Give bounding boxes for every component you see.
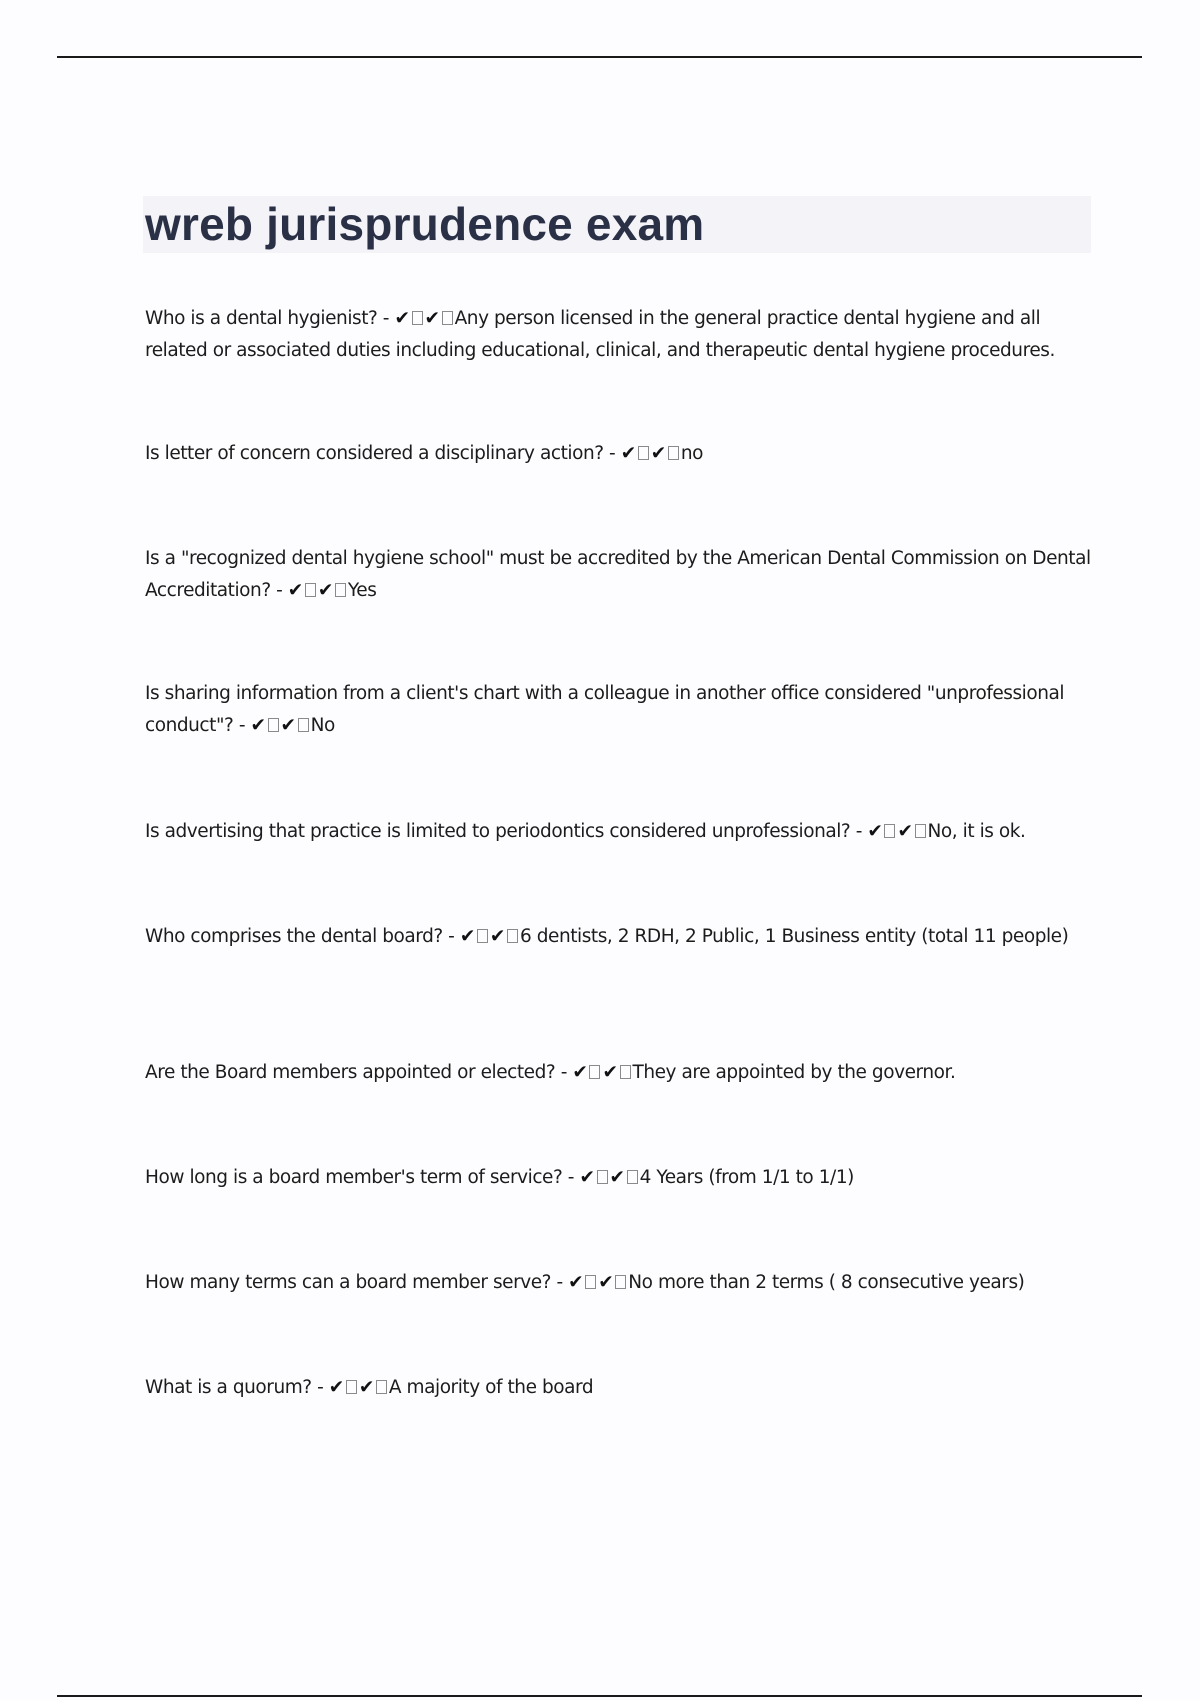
separator: - <box>603 443 621 464</box>
answer-text: Yes <box>347 580 377 601</box>
answer-text: No more than 2 terms ( 8 consecutive years) <box>628 1272 1025 1293</box>
check-mark-icon: ✔ <box>598 1272 614 1293</box>
check-mark-icon: ✔ <box>280 715 296 736</box>
missing-glyph-box-icon <box>376 1380 387 1394</box>
separator: - <box>233 715 251 736</box>
missing-glyph-box-icon <box>335 583 346 597</box>
question-text: How long is a board member's term of service? <box>145 1167 563 1188</box>
check-mark-icon: ✔ <box>317 580 333 601</box>
qa-item <box>145 1267 1095 1299</box>
missing-glyph-box-icon <box>638 446 649 460</box>
missing-glyph-box-icon <box>477 929 488 943</box>
question-text: How many terms can a board member serve? <box>145 1272 552 1293</box>
separator: - <box>270 580 288 601</box>
question-text: Is letter of concern considered a disciplinary action? <box>145 443 604 464</box>
answer-text: no <box>680 443 703 464</box>
answer-text: 6 dentists, 2 RDH, 2 Public, 1 Business entity (total 11 people) <box>519 926 1069 947</box>
check-mark-icon: ✔ <box>650 443 666 464</box>
check-mark-icon: ✔ <box>609 1167 625 1188</box>
check-mark-icon: ✔ <box>358 1377 374 1398</box>
separator: - <box>850 821 868 842</box>
check-mark-icon: ✔ <box>867 821 883 842</box>
top-rule <box>57 56 1142 58</box>
check-mark-icon: ✔ <box>489 926 505 947</box>
missing-glyph-box-icon <box>597 1170 608 1184</box>
check-mark-icon: ✔ <box>897 821 913 842</box>
missing-glyph-box-icon <box>268 718 279 732</box>
answer-text: A majority of the board <box>388 1377 594 1398</box>
answer-text: They are appointed by the governor. <box>632 1062 956 1083</box>
answer-text: No, it is ok. <box>927 821 1026 842</box>
check-mark-icon: ✔ <box>250 715 266 736</box>
check-mark-icon: ✔ <box>287 580 303 601</box>
qa-item <box>145 1162 1095 1194</box>
separator: - <box>551 1272 569 1293</box>
check-mark-icon: ✔ <box>328 1377 344 1398</box>
qa-item <box>145 816 1095 848</box>
check-mark-icon: ✔ <box>568 1272 584 1293</box>
missing-glyph-box-icon <box>884 824 895 838</box>
separator: - <box>555 1062 573 1083</box>
question-text: Is a "recognized dental hygiene school" must be accredited by the American Dental Commission on Dental Accreditation? <box>145 548 1091 601</box>
qa-item <box>145 543 1095 607</box>
check-mark-icon: ✔ <box>424 308 440 329</box>
answer-text: 4 Years (from 1/1 to 1/1) <box>639 1167 854 1188</box>
question-text: What is a quorum? <box>145 1377 312 1398</box>
document-title: wreb jurisprudence exam <box>145 198 705 250</box>
qa-item <box>145 438 1095 470</box>
missing-glyph-box-icon <box>615 1275 626 1289</box>
missing-glyph-box-icon <box>589 1065 600 1079</box>
missing-glyph-box-icon <box>412 311 423 325</box>
question-text: Is advertising that practice is limited to periodontics considered unprofessional? <box>145 821 851 842</box>
missing-glyph-box-icon <box>442 311 453 325</box>
missing-glyph-box-icon <box>346 1380 357 1394</box>
missing-glyph-box-icon <box>585 1275 596 1289</box>
missing-glyph-box-icon <box>298 718 309 732</box>
separator: - <box>311 1377 329 1398</box>
check-mark-icon: ✔ <box>394 308 410 329</box>
missing-glyph-box-icon <box>305 583 316 597</box>
question-text: Who comprises the dental board? <box>145 926 443 947</box>
missing-glyph-box-icon <box>627 1170 638 1184</box>
separator: - <box>377 308 395 329</box>
missing-glyph-box-icon <box>507 929 518 943</box>
bottom-rule <box>57 1695 1142 1697</box>
check-mark-icon: ✔ <box>459 926 475 947</box>
separator: - <box>442 926 460 947</box>
question-text: Is sharing information from a client's chart with a colleague in another office considered "unprofessional conduct"? <box>145 683 1065 736</box>
check-mark-icon: ✔ <box>579 1167 595 1188</box>
check-mark-icon: ✔ <box>572 1062 588 1083</box>
missing-glyph-box-icon <box>620 1065 631 1079</box>
separator: - <box>562 1167 580 1188</box>
answer-text: Any person licensed in the general practice dental hygiene and all related or associated duties including educational, clinical, and therapeutic dental hygiene procedures. <box>145 308 1055 361</box>
missing-glyph-box-icon <box>915 824 926 838</box>
qa-item <box>145 1057 1095 1089</box>
check-mark-icon: ✔ <box>602 1062 618 1083</box>
question-text: Are the Board members appointed or elected? <box>145 1062 556 1083</box>
qa-item <box>145 678 1095 742</box>
missing-glyph-box-icon <box>668 446 679 460</box>
qa-item <box>145 921 1095 953</box>
answer-text: No <box>310 715 335 736</box>
qa-item <box>145 303 1095 367</box>
qa-item <box>145 1372 1095 1404</box>
question-text: Who is a dental hygienist? <box>145 308 378 329</box>
check-mark-icon: ✔ <box>620 443 636 464</box>
